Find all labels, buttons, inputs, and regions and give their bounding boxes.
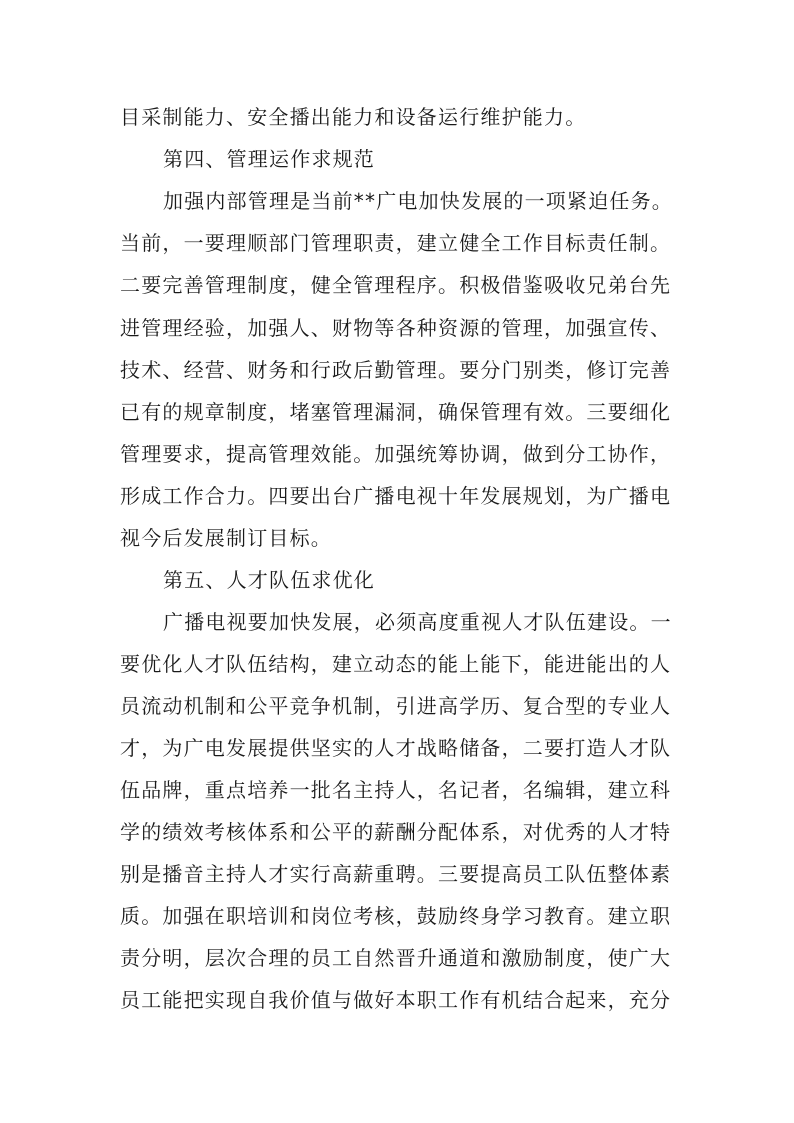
text-line: 视今后发展制订目标。 bbox=[120, 526, 332, 550]
text-line: 当前，一要理顺部门管理职责，建立健全工作目标责任制。 bbox=[120, 231, 672, 255]
text-line: 进管理经验，加强人、财物等各种资源的管理，加强宣传、 bbox=[120, 316, 672, 340]
text-line: 责分明，层次合理的员工自然晋升通道和激励制度，使广大 bbox=[120, 946, 672, 970]
text-line: 加强内部管理是当前**广电加快发展的一项紧迫任务。 bbox=[163, 189, 673, 213]
text-line: 员流动机制和公平竞争机制，引进高学历、复合型的专业人 bbox=[120, 694, 672, 718]
text-line: 才，为广电发展提供坚实的人才战略储备，二要打造人才队 bbox=[120, 736, 672, 760]
text-line: 二要完善管理制度，健全管理程序。积极借鉴吸收兄弟台先 bbox=[120, 273, 672, 297]
text-line: 形成工作合力。四要出台广播电视十年发展规划，为广播电 bbox=[120, 484, 672, 508]
text-line: 目采制能力、安全播出能力和设备运行维护能力。 bbox=[120, 105, 587, 129]
section-heading-5: 第五、人才队伍求优化 bbox=[163, 568, 375, 592]
text-line: 质。加强在职培训和岗位考核，鼓励终身学习教育。建立职 bbox=[120, 904, 672, 928]
text-line: 员工能把实现自我价值与做好本职工作有机结合起来，充分 bbox=[120, 988, 672, 1012]
section-heading-4: 第四、管理运作求规范 bbox=[163, 147, 375, 171]
text-line: 要优化人才队伍结构，建立动态的能上能下，能进能出的人 bbox=[120, 652, 672, 676]
text-line: 管理要求，提高管理效能。加强统筹协调，做到分工协作， bbox=[120, 442, 672, 466]
text-line: 技术、经营、财务和行政后勤管理。要分门别类，修订完善 bbox=[120, 358, 672, 382]
text-line: 伍品牌，重点培养一批名主持人，名记者，名编辑，建立科 bbox=[120, 778, 672, 802]
text-line: 学的绩效考核体系和公平的薪酬分配体系，对优秀的人才特 bbox=[120, 820, 672, 844]
text-line: 已有的规章制度，堵塞管理漏洞，确保管理有效。三要细化 bbox=[120, 400, 672, 424]
text-line: 别是播音主持人才实行高薪重聘。三要提高员工队伍整体素 bbox=[120, 862, 672, 886]
text-line: 广播电视要加快发展，必须高度重视人才队伍建设。一 bbox=[163, 610, 672, 634]
